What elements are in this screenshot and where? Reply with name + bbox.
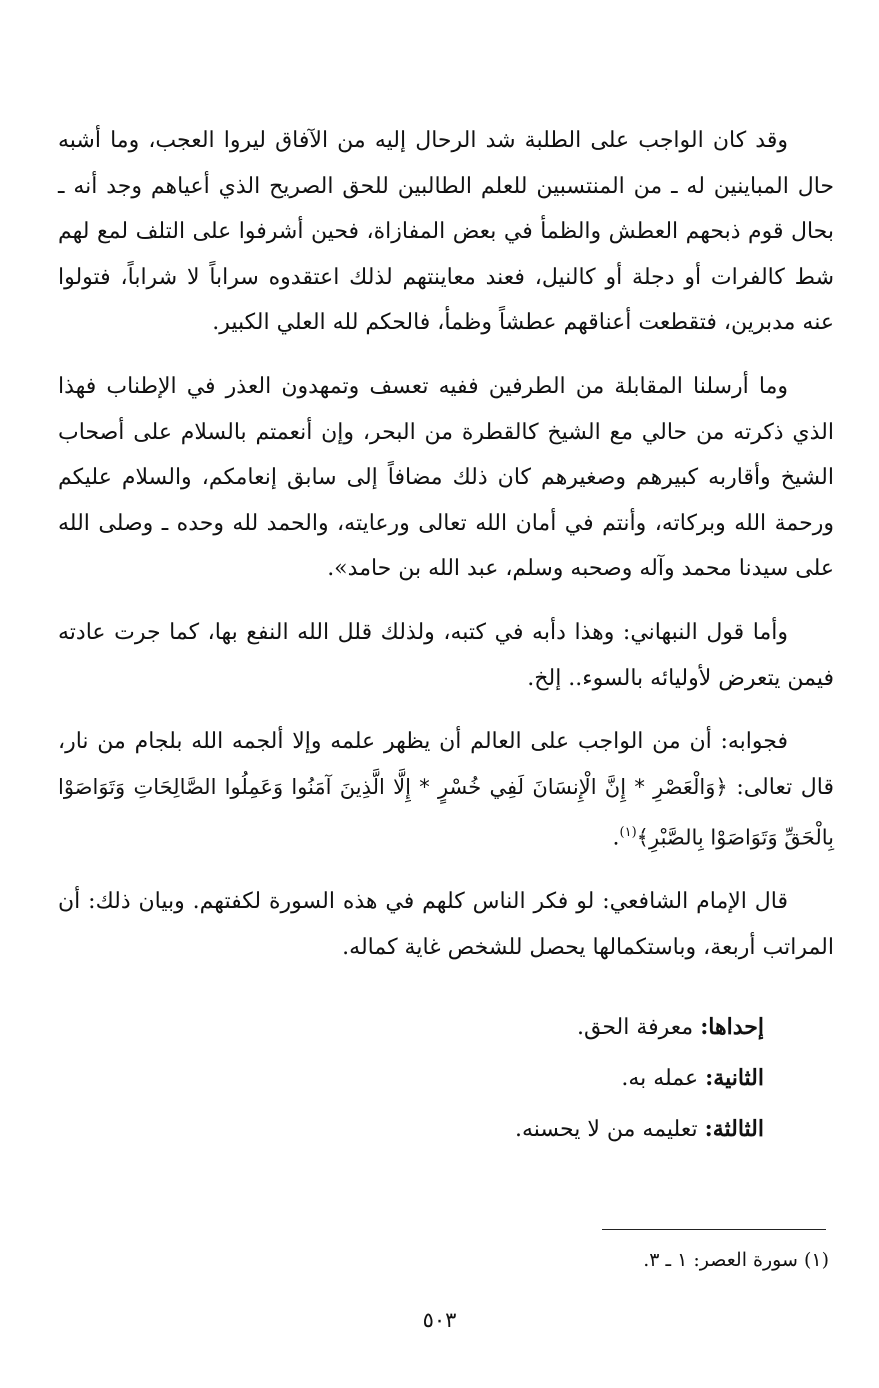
paragraph-indent bbox=[788, 889, 834, 914]
paragraph-text: وأما قول النبهاني: وهذا دأبه في كتبه، ولذلك قلل الله النفع بها، كما جرت عادته فيمن يتعرض لأوليائه بالسوء.. إلخ. bbox=[58, 619, 834, 691]
answer-end: . bbox=[612, 825, 620, 851]
list-label: الثالثة: bbox=[704, 1116, 764, 1143]
paragraph-nabhani bbox=[58, 610, 834, 701]
paragraph-letter bbox=[58, 118, 834, 346]
list-text: معرفة الحق. bbox=[576, 1015, 694, 1041]
list-item bbox=[58, 1104, 834, 1155]
paragraph-shafii bbox=[58, 879, 834, 970]
list-item bbox=[58, 1053, 834, 1104]
paragraph-indent bbox=[788, 620, 834, 645]
paragraph-closing bbox=[58, 364, 834, 592]
list-label: الثانية: bbox=[705, 1065, 764, 1092]
footnote bbox=[643, 1245, 829, 1275]
paragraph-answer bbox=[58, 719, 834, 861]
paragraph-indent bbox=[788, 128, 834, 153]
list-label: إحداها: bbox=[700, 1014, 764, 1041]
list-item bbox=[58, 1002, 834, 1053]
page-number: ٥٠٣ bbox=[422, 1308, 457, 1332]
paragraph-text: وقد كان الواجب على الطلبة شد الرحال إليه من الآفاق ليروا العجب، وما أشبه حال المباينين له ـ من المنتسبين للعلم الطالبين للحق الصريح الذي أعياهم وجد أنه ـ بحال قوم ذبحهم العطش والظمأ في بعض المفازاة، فحين أشرفوا على التلف لمع لهم شط كالفرات أو دجلة أو كالنيل، فعند معاينتهم لذلك اعتقدوه سراباً لا شراباً، فتولوا عنه مدبرين، فتقطعت أعناقهم عطشاً وظمأ، فالحكم لله العلي الكبير. bbox=[58, 128, 834, 336]
list-text: تعليمه من لا يحسنه. bbox=[514, 1117, 698, 1143]
paragraph-indent bbox=[788, 374, 834, 399]
footnote-ref: (١) bbox=[619, 825, 637, 841]
answer-lead: فجوابه: أن من الواجب على العالم أن يظهر علمه وإلا ألجمه الله بلجام من نار، قال تعالى: bbox=[58, 729, 834, 800]
quran-verse: ﴿وَالْعَصْرِ * إِنَّ الْإِنسَانَ لَفِي خُسْرٍ * إِلَّا الَّذِينَ آمَنُوا وَعَمِلُوا الصَّالِحَاتِ وَتَوَاصَوْا بِالْحَقِّ وَتَوَاصَوْا بِالصَّبْرِ﴾ bbox=[58, 774, 834, 850]
footnote-text: سورة العصر: ١ ـ ٣. bbox=[643, 1249, 798, 1271]
paragraph-text: وما أرسلنا المقابلة من الطرفين ففيه تعسف وتمهدون العذر في الإطناب فهذا الذي ذكرته من حالي مع الشيخ كالقطرة من البحر، وإن أنعمتم بالسلام على أصحاب الشيخ وأقاربه كبيرهم وصغيرهم كان ذلك مضافاً إلى سابق إنعامكم، والسلام عليكم ورحمة الله وبركاته، وأنتم في أمان الله تعالى ورعايته، والحمد لله وحده ـ وصلى الله على سيدنا محمد وآله وصحبه وسلم، عبد الله بن حامد». bbox=[58, 373, 834, 582]
page-body bbox=[58, 118, 834, 1155]
paragraph-indent bbox=[788, 729, 834, 754]
footnote-marker: (١) bbox=[803, 1249, 829, 1271]
footnote-divider bbox=[602, 1229, 826, 1230]
list-text: عمله به. bbox=[621, 1066, 699, 1092]
paragraph-text: قال الإمام الشافعي: لو فكر الناس كلهم في هذه السورة لكفتهم. وبيان ذلك: أن المراتب أربعة، وباستكمالها يحصل للشخص غاية كماله. bbox=[58, 889, 834, 960]
